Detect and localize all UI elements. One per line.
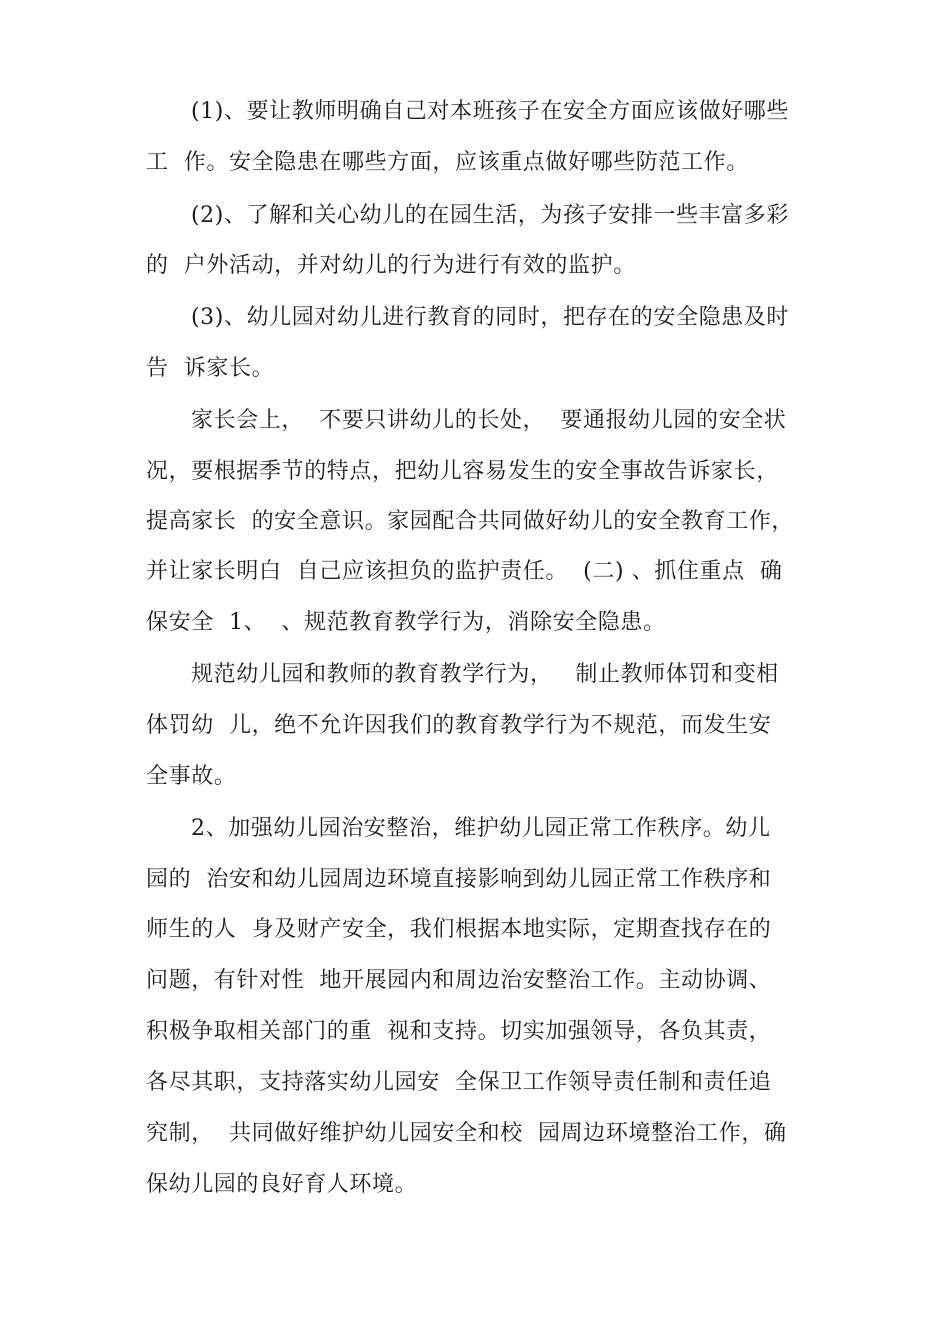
text-line: (2)、了解和关心幼儿的在园生活，为孩子安排一些丰富多彩 [191,203,789,228]
text-line: 告 诉家长。 [146,356,275,381]
text-line: 积极争取相关部门的重 视和支持。切实加强领导，各负其责， [146,1019,772,1044]
text-line: 的 户外活动，并对幼儿的行为进行有效的监护。 [146,253,636,278]
text-line: 园的 治安和幼儿园周边环境直接影响到幼儿园正常工作秩序和 [146,867,772,892]
text-line: 2、加强幼儿园治安整治，维护幼儿园正常工作秩序。幼儿 [191,816,771,841]
text-line: 家长会上， 不要只讲幼儿的长处， 要通报幼儿园的安全状 [191,408,787,433]
text-line: 究制， 共同做好维护幼儿园安全和校 园周边环境整治工作，确 [146,1121,787,1146]
text-line: 提高家长 的安全意识。家园配合共同做好幼儿的安全教育工作， [146,509,794,534]
text-line: 全事故。 [146,764,237,789]
text-line: 体罚幼 儿，绝不允许因我们的教育教学行为不规范，而发生安 [146,713,772,738]
text-line: (3)、幼儿园对幼儿进行教育的同时，把存在的安全隐患及时 [191,305,789,330]
text-line: 保幼儿园的良好育人环境。 [146,1172,418,1197]
text-line: 师生的人 身及财产安全，我们根据本地实际，定期查找存在的 [146,917,772,942]
text-line: 规范幼儿园和教师的教育教学行为， 制止教师体罚和变相 [191,662,779,687]
text-line: 工 作。安全隐患在哪些方面，应该重点做好哪些防范工作。 [146,150,749,175]
text-line: 保安全 1、 、规范教育教学行为，消除安全隐患。 [146,610,666,635]
text-line: 并让家长明白 自己应该担负的监护责任。 (二) 、抓住重点 确 [146,559,783,584]
text-line: (1)、要让教师明确自己对本班孩子在安全方面应该做好哪些 [191,99,789,124]
text-line: 各尽其职，支持落实幼儿园安 全保卫工作领导责任制和责任追 [146,1070,772,1095]
text-line: 问题，有针对性 地开展园内和周边治安整治工作。主动协调、 [146,968,772,993]
text-line: 况，要根据季节的特点，把幼儿容易发生的安全事故告诉家长， [146,459,779,484]
